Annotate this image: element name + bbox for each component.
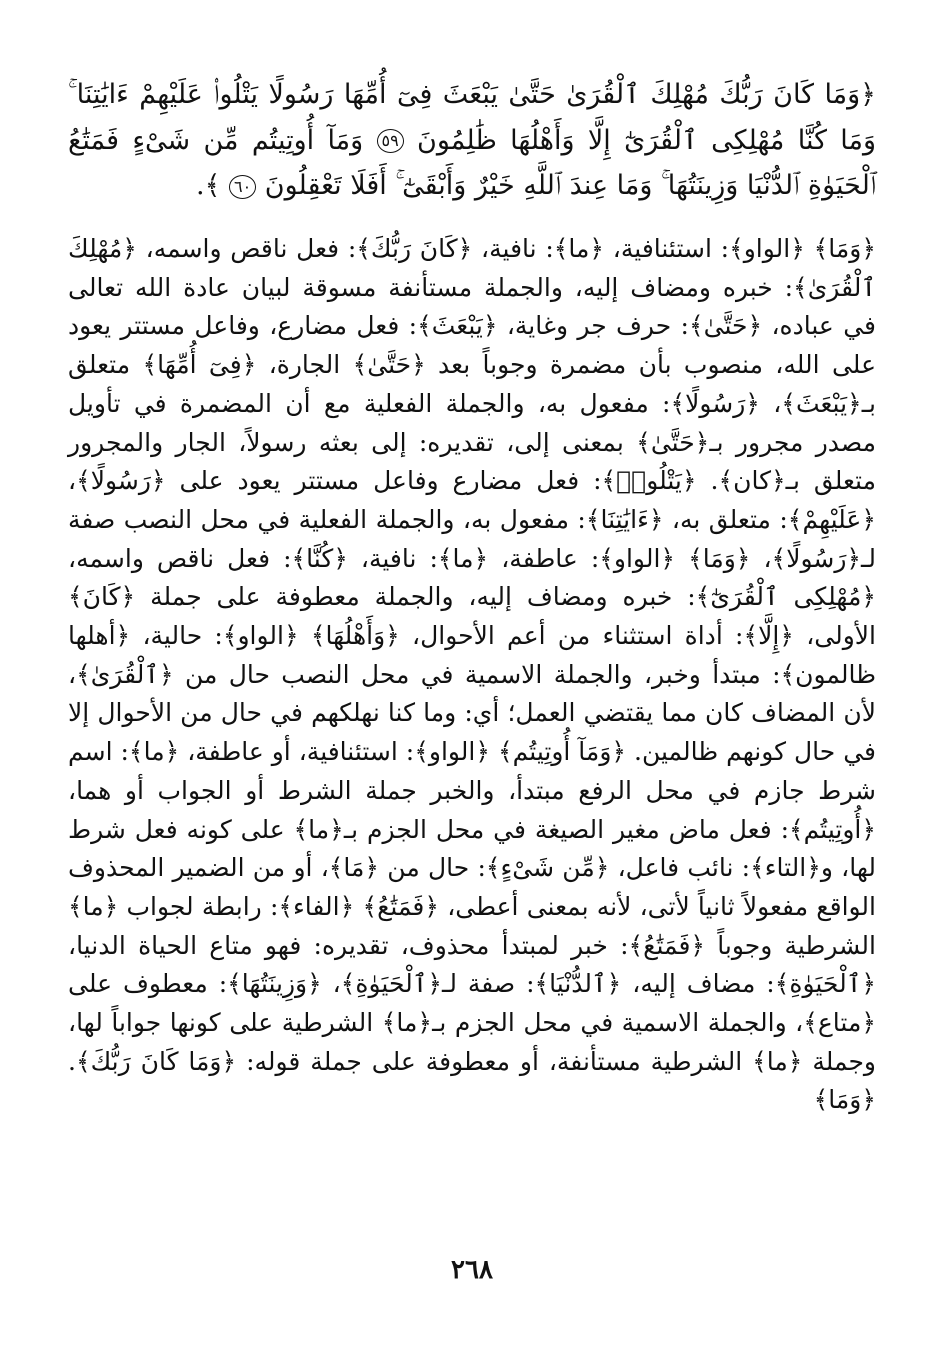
page-number: ٢٦٨ xyxy=(451,1255,493,1285)
verse-text-part-1: ﴿وَمَا كَانَ رَبُّكَ مُهْلِكَ ٱلْقُرَىٰ حَتَّىٰ يَبْعَثَ فِىٓ أُمِّهَا رَسُولًا يَتْلُوا۟ عَلَيْهِمْ ءَايَٰتِنَا ۚ وَمَا كُنَّا مُهْلِكِى ٱلْقُرَىٰٓ إِلَّا وَأَهْلُهَا ظَٰلِمُونَ xyxy=(68,79,876,156)
verse-number-60: ٦٠ xyxy=(229,175,256,199)
quran-verse-block xyxy=(68,72,876,209)
verse-close-bracket: ﴾. xyxy=(196,170,221,201)
grammatical-analysis xyxy=(68,230,876,1120)
verse-text-part-2: وَمَآ أُوتِيتُم مِّن شَىْءٍ فَمَتَٰعُ ٱلْحَيَوٰةِ ٱلدُّنْيَا وَزِينَتُهَا ۚ وَمَا عِندَ ٱللَّهِ خَيْرٌ وَأَبْقَىٰٓ ۚ أَفَلَا تَعْقِلُونَ xyxy=(68,124,876,201)
verse-number-59: ٥٩ xyxy=(377,129,404,153)
analysis-paragraph: ﴿وَمَا﴾ ﴿الواو﴾: استئنافية، ﴿ما﴾: نافية، ﴿كَانَ رَبُّكَ﴾: فعل ناقص واسمه، ﴿مُهْلِكَ ٱلْقُرَىٰ﴾: خبره ومضاف إليه، والجملة مستأنفة مسوقة لبيان عادة الله تعالى في عباده، ﴿حَتَّىٰ﴾: حرف جر وغاية، ﴿يَبْعَثَ﴾: فعل مضارع، وفاعل مستتر يعود على الله، منصوب بأن مضمرة وجوباً بعد ﴿حَتَّىٰ﴾ الجارة، ﴿فِىٓ أُمِّهَا﴾ متعلق بـ﴿يَبْعَثَ﴾، ﴿رَسُولًا﴾: مفعول به، والجملة الفعلية مع أن المضمرة في تأويل مصدر مجرور بـ﴿حَتَّىٰ﴾ بمعنى إلى، تقديره: إلى بعثه رسولاً، الجار والمجرور متعلق بـ﴿كان﴾. ﴿يَتْلُوا۟﴾: فعل مضارع وفاعل مستتر يعود على ﴿رَسُولًا﴾، ﴿عَلَيْهِمْ﴾: متعلق به، ﴿ءَايَٰتِنَا﴾: مفعول به، والجملة الفعلية في محل النصب صفة لـ﴿رَسُولًا﴾، ﴿وَمَا﴾ ﴿الواو﴾: عاطفة، ﴿ما﴾: نافية، ﴿كُنَّا﴾: فعل ناقص واسمه، ﴿مُهْلِكِى ٱلْقُرَىٰٓ﴾: خبره ومضاف إليه، والجملة معطوفة على جملة ﴿كَانَ﴾ الأولى، ﴿إِلَّا﴾: أداة استثناء من أعم الأحوال، ﴿وَأَهْلُهَا﴾ ﴿الواو﴾: حالية، ﴿أهلها ظالمون﴾: مبتدأ وخبر، والجملة الاسمية في محل النصب حال من ﴿ٱلْقُرَىٰ﴾، لأن المضاف كان مما يقتضي العمل؛ أي: وما كنا نهلكهم في حال من الأحوال إلا في حال كونهم ظالمين. ﴿وَمَآ أُوتِيتُم﴾ ﴿الواو﴾: استئنافية، أو عاطفة، ﴿ما﴾: اسم شرط جازم في محل الرفع مبتدأ، والخبر جملة الشرط أو الجواب أو هما، ﴿أُوتِيتُم﴾: فعل ماض مغير الصيغة في محل الجزم بـ﴿ما﴾ على كونه فعل شرط لها، و﴿التاء﴾: نائب فاعل، ﴿مِّن شَىْءٍ﴾: حال من ﴿مَا﴾، أو من الضمير المحذوف الواقع مفعولاً ثانياً لأتى، لأنه بمعنى أعطى، ﴿فَمَتَٰعُ﴾ ﴿الفاء﴾: رابطة لجواب ﴿ما﴾ الشرطية وجوباً ﴿فَمَتَٰعُ﴾: خبر لمبتدأ محذوف، تقديره: فهو متاع الحياة الدنيا، ﴿ٱلْحَيَوٰةِ﴾: مضاف إليه، ﴿ٱلدُّنْيَا﴾: صفة لـ﴿ٱلْحَيَوٰةِ﴾، ﴿وَزِينَتُهَا﴾: معطوف على ﴿متاع﴾، والجملة الاسمية في محل الجزم بـ﴿ما﴾ الشرطية على كونها جواباً لها، وجملة ﴿ما﴾ الشرطية مستأنفة، أو معطوفة على جملة قوله: ﴿وَمَا كَانَ رَبُّكَ﴾. ﴿وَمَا﴾ xyxy=(68,234,876,1115)
